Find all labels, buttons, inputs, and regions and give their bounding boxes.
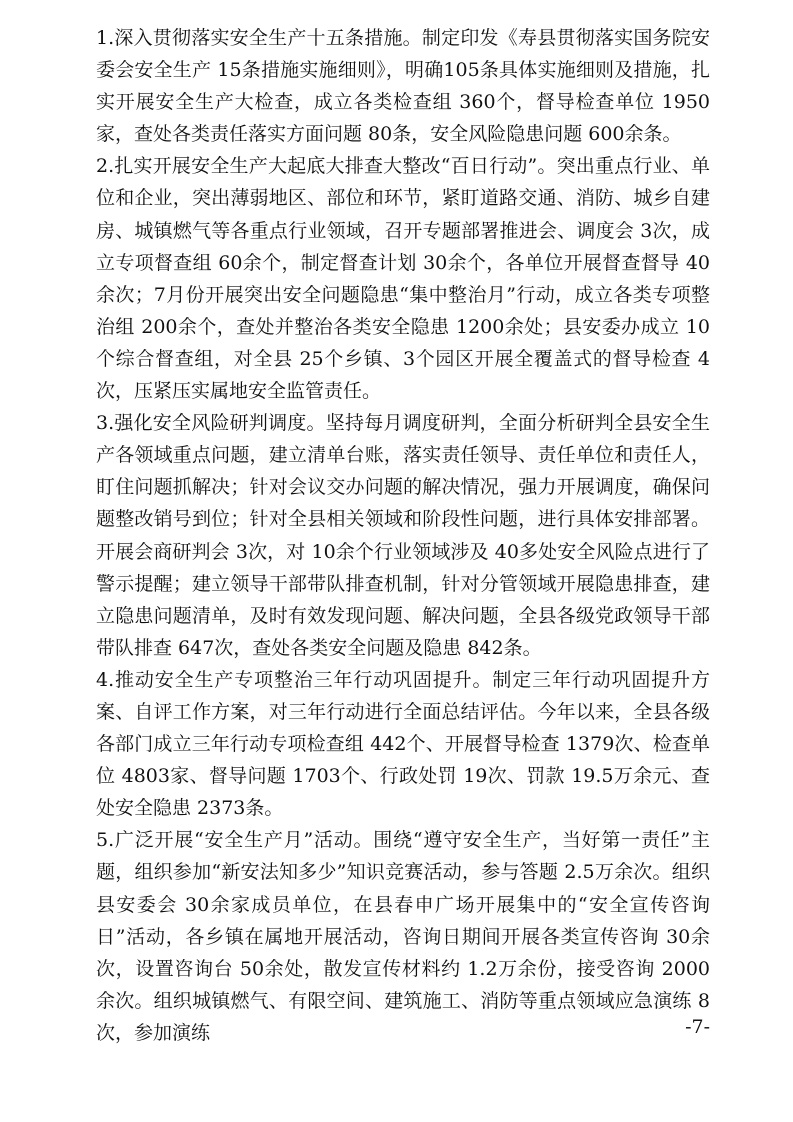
page-number: -7-	[685, 1016, 710, 1038]
paragraph-2: 2.扎实开展安全生产大起底大排查大整改“百日行动”。突出重点行业、单位和企业，突出薄弱地区、部位和环节，紧盯道路交通、消防、城乡自建房、城镇燃气等各重点行业领域，召开专题部署推进会、调度会 3次，成立专项督查组 60余个，制定督查计划 30余个，各单位开展督查督导 40余次；7月份开展突出安全问题隐患“集中整治月”行动，成立各类专项整治组 200余个，查处并整治各类安全隐患 1200余处；县安委办成立 10个综合督查组，对全县 25个乡镇、3个园区开展全覆盖式的督导检查 4次，压紧压实属地安全监管责任。	[96, 155, 710, 403]
paragraph-5: 5.广泛开展“安全生产月”活动。围绕“遵守安全生产，当好第一责任”主题，组织参加“新安法知多少”知识竞赛活动，参与答题 2.5万余次。组织县安委会 30余家成员单位，在县春申广场开展集中的“安全宣传咨询日”活动，各乡镇在属地开展活动，咨询日期间开展各类宣传咨询 30余次，设置咨询台 50余处，散发宣传材料约 1.2万余份，接受咨询 2000余次。组织城镇燃气、有限空间、建筑施工、消防等重点领域应急演练 8次，参加演练	[96, 829, 710, 1044]
paragraph-1: 1.深入贯彻落实安全生产十五条措施。制定印发《寿县贯彻落实国务院安委会安全生产 15条措施实施细则》，明确105条具体实施细则及措施，扎实开展安全生产大检查，成立各类检查组 360个，督导检查单位 1950家，查处各类责任落实方面问题 80条，安全风险隐患问题 600余条。	[96, 27, 710, 146]
body-text	[96, 22, 710, 1049]
paragraph-4: 4.推动安全生产专项整治三年行动巩固提升。制定三年行动巩固提升方案、自评工作方案，对三年行动进行全面总结评估。今年以来，全县各级各部门成立三年行动专项检查组 442个、开展督导检查 1379次、检查单位 4803家、督导问题 1703个、行政处罚 19次、罚款 19.5万余元、查处安全隐患 2373条。	[96, 668, 710, 820]
paragraph-3: 3.强化安全风险研判调度。坚持每月调度研判，全面分析研判全县安全生产各领域重点问题，建立清单台账，落实责任领导、责任单位和责任人，盯住问题抓解决；针对会议交办问题的解决情况，强力开展调度，确保问题整改销号到位；针对全县相关领域和阶段性问题，进行具体安排部署。开展会商研判会 3次，对 10余个行业领域涉及 40多处安全风险点进行了警示提醒；建立领导干部带队排查机制，针对分管领域开展隐患排查，建立隐患问题清单，及时有效发现问题、解决问题，全县各级党政领导干部带队排查 647次，查处各类安全问题及隐患 842条。	[96, 412, 710, 659]
